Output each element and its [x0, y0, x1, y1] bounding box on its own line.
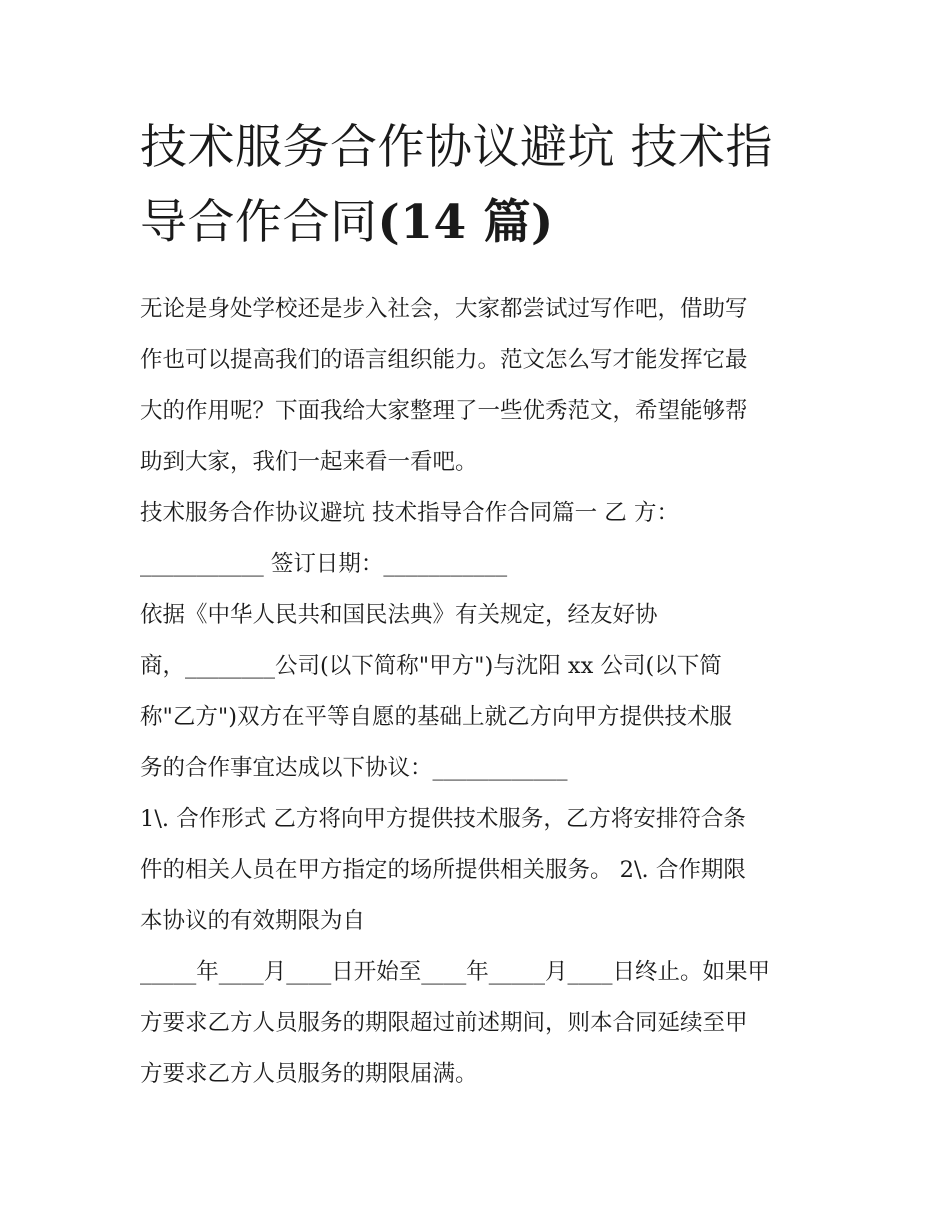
title-line-1: 技术服务合作协议避坑 技术指: [140, 120, 773, 175]
text-line: 大的作用呢？下面我给大家整理了一些优秀范文，希望能够帮: [140, 398, 748, 424]
section-heading-line: 技术服务合作协议避坑 技术指导合作合同篇一 乙 方：: [140, 500, 679, 526]
document-title: [140, 110, 820, 260]
text-line: ___________ 签订日期：___________: [140, 551, 508, 577]
text-line: 1\. 合作形式 乙方将向甲方提供技术服务，乙方将安排符合条: [140, 806, 746, 832]
text-line: 作也可以提高我们的语言组织能力。范文怎么写才能发挥它最: [140, 347, 748, 373]
document-page: [140, 110, 820, 1100]
text-line: 商，________公司(以下简称"甲方")与沈阳 xx 公司(以下简: [140, 653, 722, 679]
document-body: [140, 284, 820, 1100]
text-line: 称"乙方")双方在平等自愿的基础上就乙方向甲方提供技术服: [140, 704, 732, 730]
text-line: 方要求乙方人员服务的期限届满。: [140, 1061, 478, 1087]
title-count: (14 篇): [377, 195, 554, 250]
text-line: 助到大家，我们一起来看一看吧。: [140, 449, 478, 475]
text-line: _____年____月____日开始至____年_____月____日终止。如果甲: [140, 959, 771, 985]
title-line-2: 导合作合同: [140, 195, 378, 250]
text-line: 方要求乙方人员服务的期限超过前述期间，则本合同延续至甲: [140, 1010, 748, 1036]
text-line: 件的相关人员在甲方指定的场所提供相关服务。 2\. 合作期限: [140, 857, 746, 883]
text-line: 本协议的有效期限为自: [140, 908, 366, 934]
text-line: 依据《中华人民共和国民法典》有关规定，经友好协: [140, 602, 658, 628]
text-line: 务的合作事宜达成以下协议：____________: [140, 755, 568, 781]
text-line: 无论是身处学校还是步入社会，大家都尝试过写作吧，借助写: [140, 296, 748, 322]
